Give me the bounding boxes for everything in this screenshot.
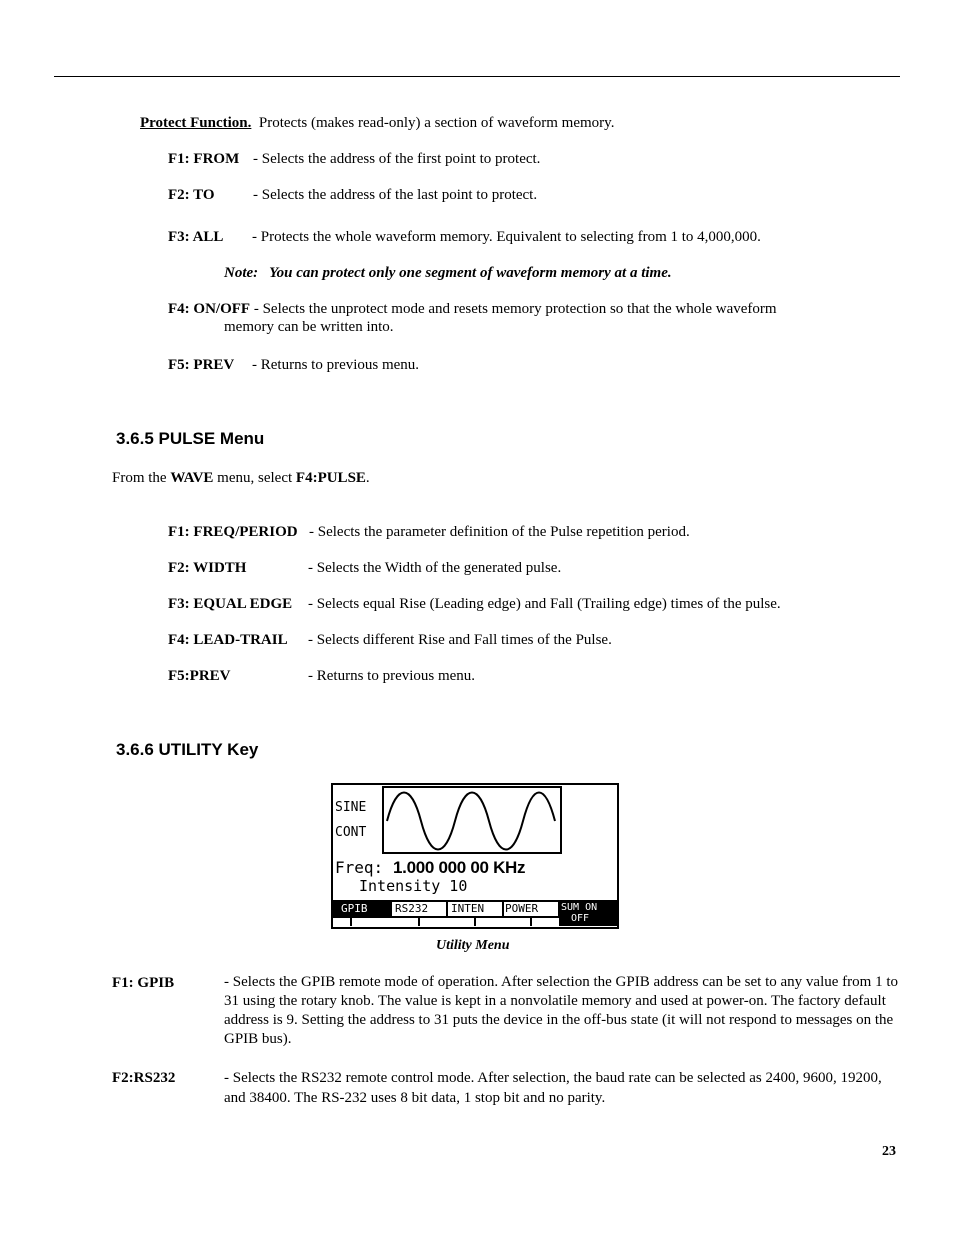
utility-f1-key: F1: GPIB [112,975,175,991]
pulse-f5-key: F5:PREV [168,668,231,684]
protect-f1-text: - Selects the address of the first point to protect. [253,151,541,167]
note-text: You can protect only one segment of waveform memory at a time. [269,265,672,281]
lcd-softkey-sum: SUM ON [561,902,598,913]
pulse-intro-f4: F4:PULSE [295,470,366,486]
protect-f1-key: F1: FROM [168,151,240,167]
protect-f4-text-cont: memory can be written into. [224,319,394,335]
protect-f4-text: - Selects the unprotect mode and resets memory protection so that the whole waveform [253,301,777,317]
utility-f2-text: - Selects the RS232 remote control mode. After selection, the baud rate can be selected as 2400, 9600, 19200, and 38400. The RS-232 uses 8 bit data, 1 stop bit and no parity. [224,1070,882,1106]
protect-f3-text: - Protects the whole waveform memory. Equivalent to selecting from 1 to 4,000,000. [252,229,761,245]
page-number: 23 [882,1144,896,1159]
pulse-f2-text: - Selects the Width of the generated pulse. [308,560,562,576]
protect-f2-key: F2: TO [168,187,215,203]
lcd-mode-cont: CONT [335,825,367,840]
lcd-softkey-inten: INTEN [451,902,485,915]
pulse-intro-wave: WAVE [170,470,214,486]
protect-f4-key: F4: ON/OFF [168,301,251,317]
pulse-heading: 3.6.5 PULSE Menu [116,429,265,448]
pulse-f3-key: F3: EQUAL EDGE [168,596,293,612]
pulse-intro-e: . [365,470,370,486]
pulse-intro-c: menu, select [213,470,296,486]
utility-f1-text: - Selects the GPIB remote mode of operation. After selection the GPIB address can be set to any value from 1 to 31 using the rotary knob. The value is kept in a nonvolatile memory and used at power-on. The factory default address is 9. Setting the address to 31 puts the device in the off-bus state (it will not respond to messages on the GPIB bus). [224,974,898,1047]
pulse-f4-text: - Selects different Rise and Fall times of the Pulse. [308,632,612,648]
protect-f4 [168,300,777,318]
pulse-f3-text: - Selects equal Rise (Leading edge) and Fall (Trailing edge) times of the pulse. [308,596,781,612]
waveform-window [383,787,561,853]
pulse-f1-text: - Selects the parameter definition of the Pulse repetition period. [309,524,690,540]
lcd-softkey-gpib: GPIB [341,902,368,915]
pulse-intro [112,469,370,487]
protect-f2-text: - Selects the address of the last point to protect. [253,187,538,203]
lcd-softkey-power: POWER [505,902,539,915]
protect-note [224,264,672,282]
lcd-softkey-rs232: RS232 [395,902,429,915]
lcd-mode-sine: SINE [335,800,367,815]
lcd-freq-value: 1.000 000 00 KHz [393,858,526,877]
pulse-f5-text: - Returns to previous menu. [308,668,476,684]
utility-caption: Utility Menu [436,938,510,953]
pulse-f1-key: F1: FREQ/PERIOD [168,524,298,540]
note-label: Note: [224,265,259,281]
protect-f3-key: F3: ALL [168,229,224,245]
utility-heading: 3.6.6 UTILITY Key [116,740,259,759]
protect-intro [140,114,614,132]
pulse-intro-a: From the [112,470,171,486]
protect-f5-key: F5: PREV [168,357,235,373]
protect-f5-text: - Returns to previous menu. [252,357,420,373]
lcd-softkey-sum-off: OFF [571,913,590,924]
utility-lcd-screen [331,783,619,929]
protect-title: Protect Function. [140,115,252,131]
pulse-f4-key: F4: LEAD-TRAIL [168,632,288,648]
lcd-intensity: Intensity 10 [359,877,468,895]
protect-desc: Protects (makes read-only) a section of waveform memory. [258,115,615,131]
lcd-freq-label: Freq: [335,858,384,877]
utility-f2-key: F2:RS232 [112,1070,176,1086]
pulse-f2-key: F2: WIDTH [168,560,247,576]
header-rule [54,76,900,77]
